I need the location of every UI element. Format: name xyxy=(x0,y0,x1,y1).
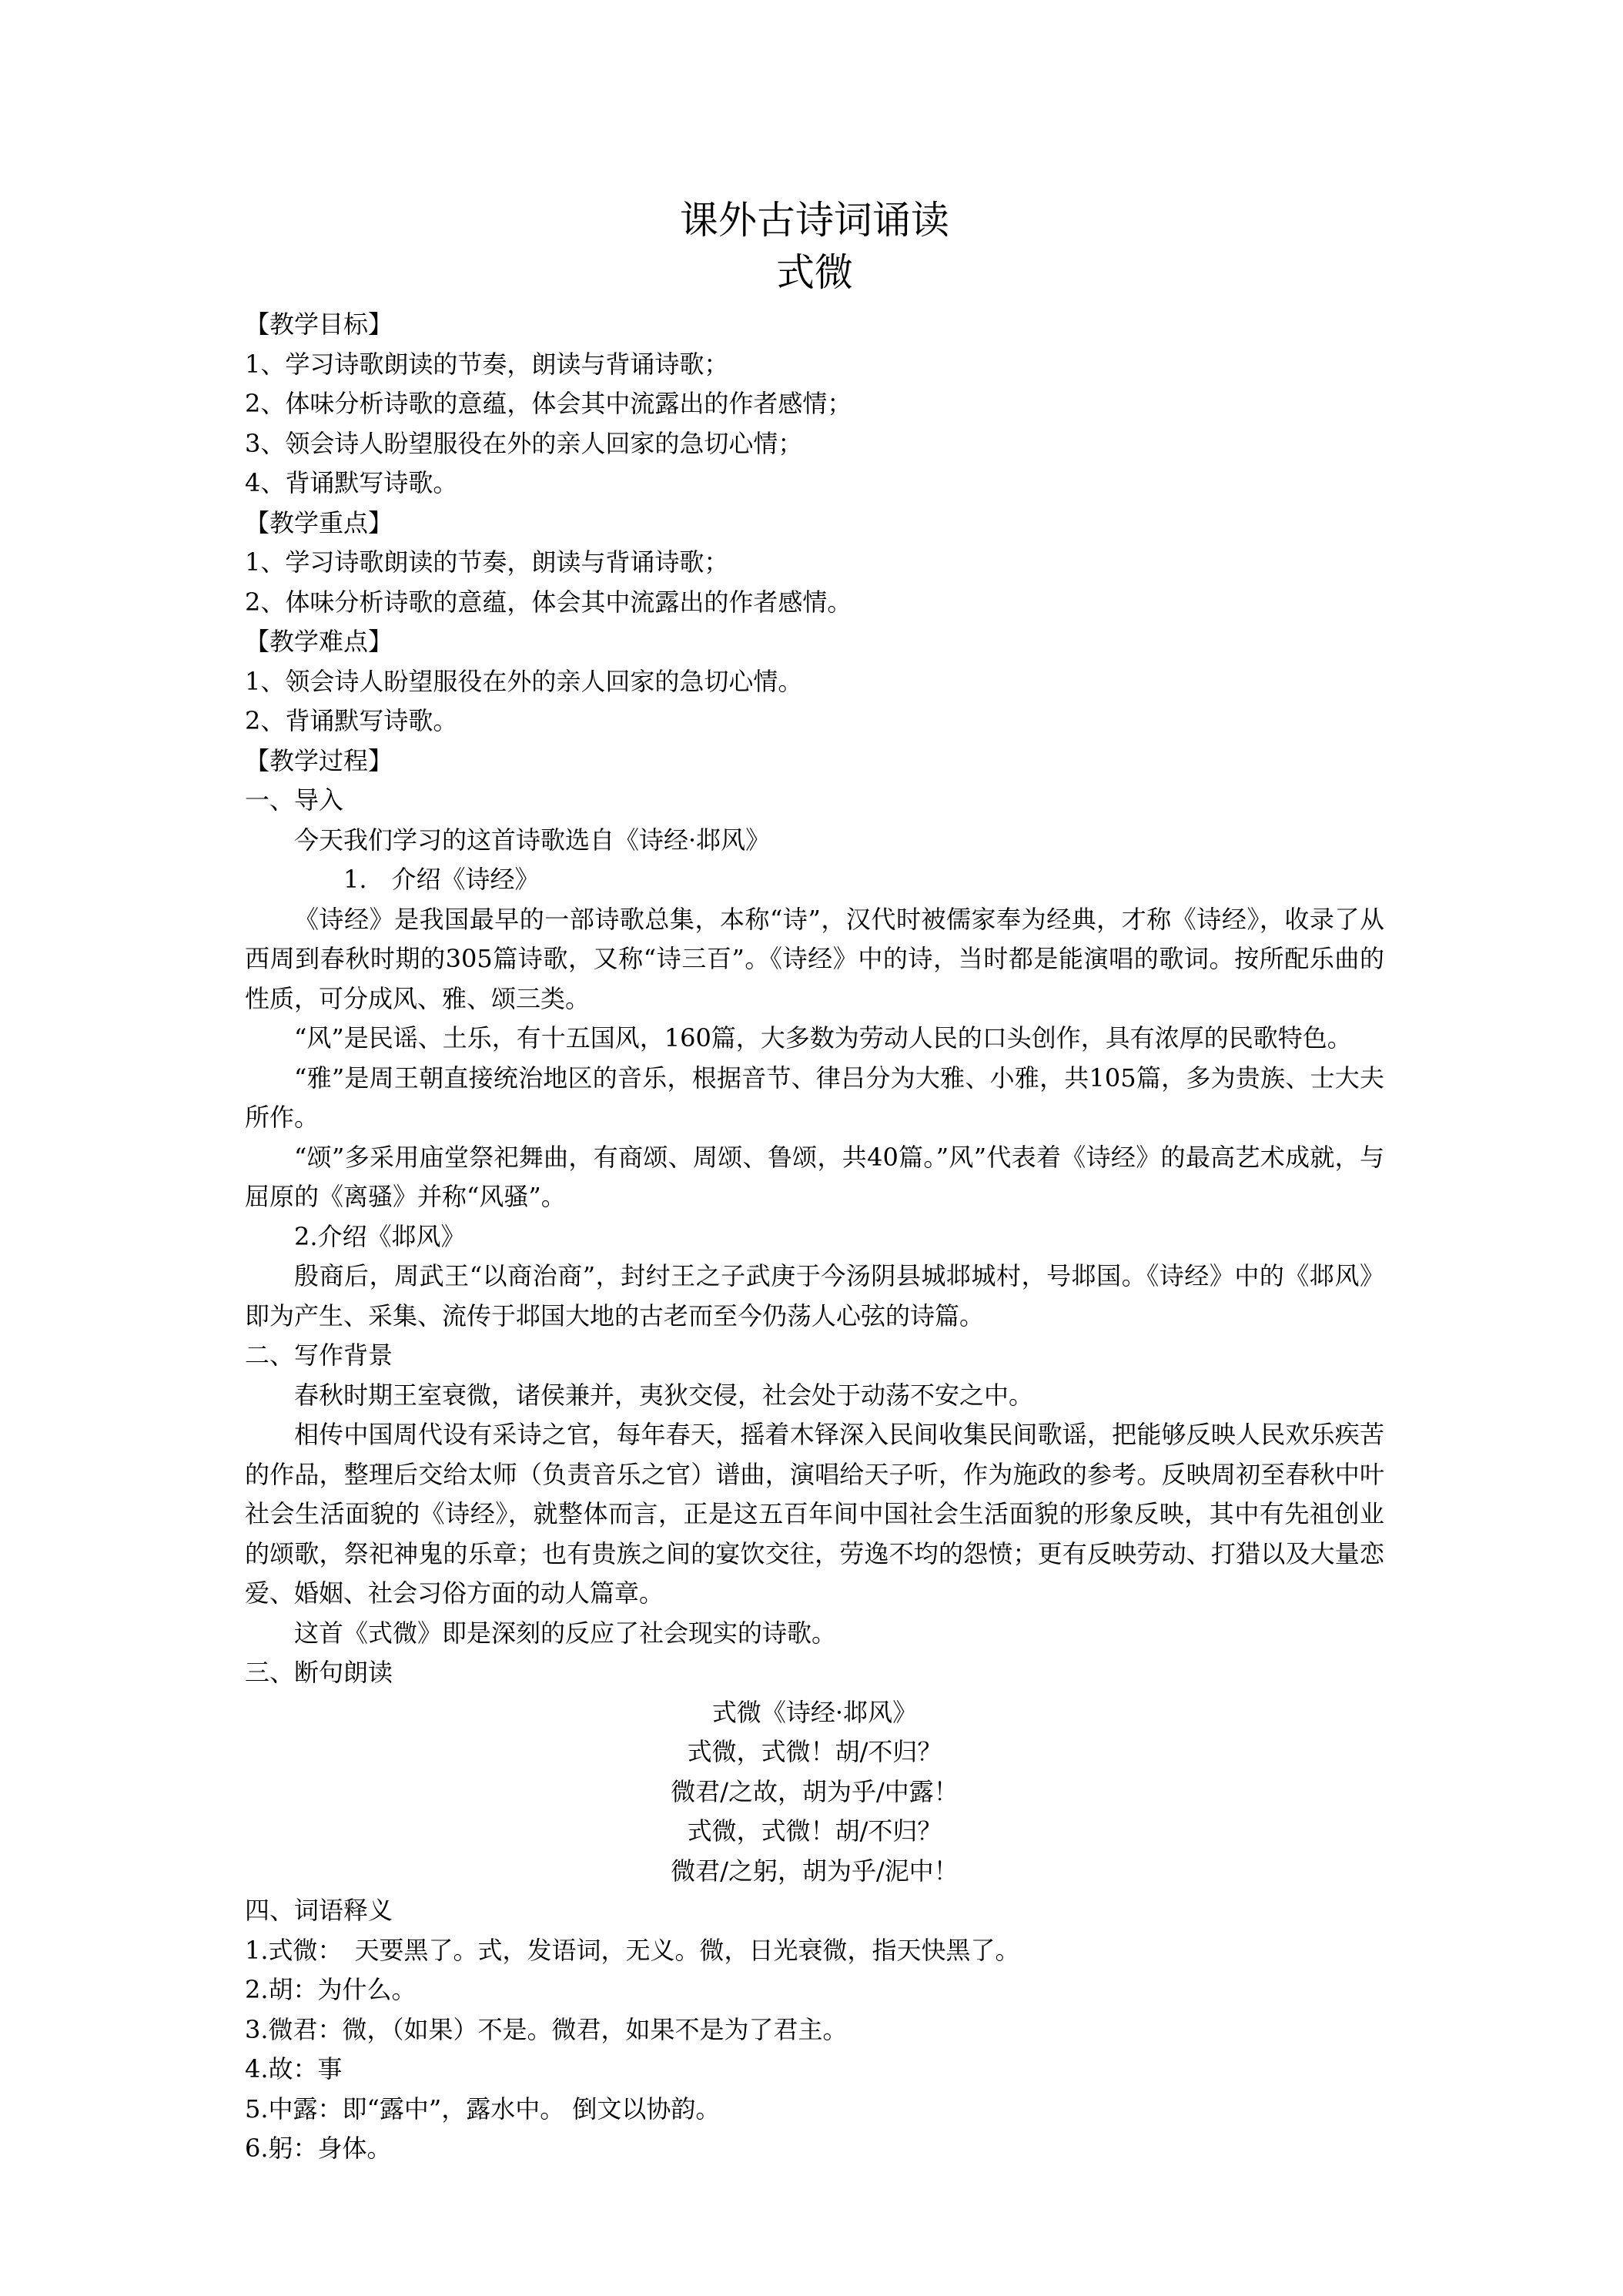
list-item: 2、体味分析诗歌的意蕴，体会其中流露出的作者感情； xyxy=(245,389,852,418)
glossary-item: 5.中露：即“露中”，露水中。 倒文以协韵。 xyxy=(245,2094,721,2124)
poem-block xyxy=(245,1693,1384,1892)
glossary-item: 2.胡：为什么。 xyxy=(245,1975,417,2004)
poem-line: 微君/之故，胡为乎/中露！ xyxy=(671,1776,959,1806)
section-teaching-difficulty xyxy=(245,622,1384,741)
section-teaching-process xyxy=(245,741,1384,2169)
paragraph: 相传中国周代设有采诗之官，每年春天，摇着木铎深入民间收集民间歌谣，把能够反映人民欢乐疾苦的作品，整理后交给太师（负责音乐之官）谱曲，演唱给天子听，作为施政的参考。反映周初至春秋中叶社会生活面貌的《诗经》，就整体而言，正是这五百年间中国社会生活面貌的形象反映，其中有先祖创业的颂歌，祭祀神鬼的乐章；也有贵族之间的宴饮交往，劳逸不均的怨愤；更有反映劳动、打猎以及大量恋爱、婚姻、社会习俗方面的动人篇章。 xyxy=(245,1420,1384,1608)
subsection-heading-glossary: 四、词语释义 xyxy=(245,1896,393,1925)
section-teaching-focus xyxy=(245,504,1384,623)
list-item: 1、学习诗歌朗读的节奏，朗读与背诵诗歌； xyxy=(245,547,729,577)
subsection-heading-reading: 三、断句朗读 xyxy=(245,1658,393,1687)
list-item: 1、领会诗人盼望服役在外的亲人回家的急切心情。 xyxy=(245,666,803,696)
paragraph: 春秋时期王室衰微，诸侯兼并，夷狄交侵，社会处于动荡不安之中。 xyxy=(294,1380,1034,1410)
paragraph: 殷商后，周武王“以商治商”，封纣王之子武庚于今汤阴县城邶城村，号邶国。《诗经》中的《邶风》即为产生、采集、流传于邶国大地的古老而至今仍荡人心弦的诗篇。 xyxy=(245,1261,1384,1330)
intro-lead: 今天我们学习的这首诗歌选自《诗经·邶风》 xyxy=(294,825,771,855)
section-teaching-goals xyxy=(245,305,1384,504)
section-heading: 【教学重点】 xyxy=(245,507,393,537)
poem-line: 式微，式微！胡/不归？ xyxy=(687,1816,942,1846)
paragraph: “雅”是周王朝直接统治地区的音乐，根据音节、律吕分为大雅、小雅，共105篇，多为贵族、士大夫所作。 xyxy=(245,1063,1384,1132)
glossary-item: 3.微君：微，（如果）不是。微君，如果不是为了君主。 xyxy=(245,2014,848,2044)
list-item: 1、学习诗歌朗读的节奏，朗读与背诵诗歌； xyxy=(245,349,729,379)
doc-subtitle: 式微 xyxy=(776,250,853,295)
poem-line: 式微，式微！胡/不归？ xyxy=(687,1737,942,1766)
section-heading: 【教学难点】 xyxy=(245,627,393,656)
paragraph: 这首《式微》即是深刻的反应了社会现实的诗歌。 xyxy=(294,1618,837,1648)
paragraph: “颂”多采用庙堂祭祀舞曲，有商颂、周颂、鲁颂，共40篇。”风”代表着《诗经》的最高艺术成就，与屈原的《离骚》并称“风骚”。 xyxy=(245,1142,1384,1211)
list-item: 3、领会诗人盼望服役在外的亲人回家的急切心情； xyxy=(245,428,803,458)
glossary-item: 6.躬：身体。 xyxy=(245,2134,392,2163)
list-item: 4、背诵默写诗歌。 xyxy=(245,468,458,497)
subsection-heading-background: 二、写作背景 xyxy=(245,1340,393,1370)
intro-sub-heading-shijing: 1. 介绍《诗经》 xyxy=(343,865,540,894)
paragraph: 《诗经》是我国最早的一部诗歌总集，本称“诗”，汉代时被儒家奉为经典，才称《诗经》，收录了从西周到春秋时期的305篇诗歌，又称“诗三百”。《诗经》中的诗，当时都是能演唱的歌词。按所配乐曲的性质，可分成风、雅、颂三类。 xyxy=(245,904,1384,1013)
doc-title: 课外古诗词诵读 xyxy=(680,198,949,243)
section-heading: 【教学目标】 xyxy=(245,310,393,339)
poem-title: 式微《诗经·邶风》 xyxy=(711,1697,918,1727)
document-content xyxy=(245,194,1384,2169)
list-item: 2、背诵默写诗歌。 xyxy=(245,706,458,735)
list-item: 2、体味分析诗歌的意蕴，体会其中流露出的作者感情。 xyxy=(245,587,852,617)
subsection-heading-intro: 一、导入 xyxy=(245,785,344,815)
poem-line: 微君/之躬，胡为乎/泥中！ xyxy=(671,1856,959,1886)
intro-sub-heading-beifeng: 2.介绍《邶风》 xyxy=(294,1221,466,1251)
paragraph: “风”是民谣、土乐，有十五国风，160篇，大多数为劳动人民的口头创作，具有浓厚的民歌特色。 xyxy=(294,1023,1352,1053)
glossary-item: 1.式微： 天要黑了。式，发语词，无义。微，日光衰微，指天快黑了。 xyxy=(245,1935,1020,1965)
glossary-item: 4.故：事 xyxy=(245,2054,343,2083)
section-heading: 【教学过程】 xyxy=(245,745,393,775)
